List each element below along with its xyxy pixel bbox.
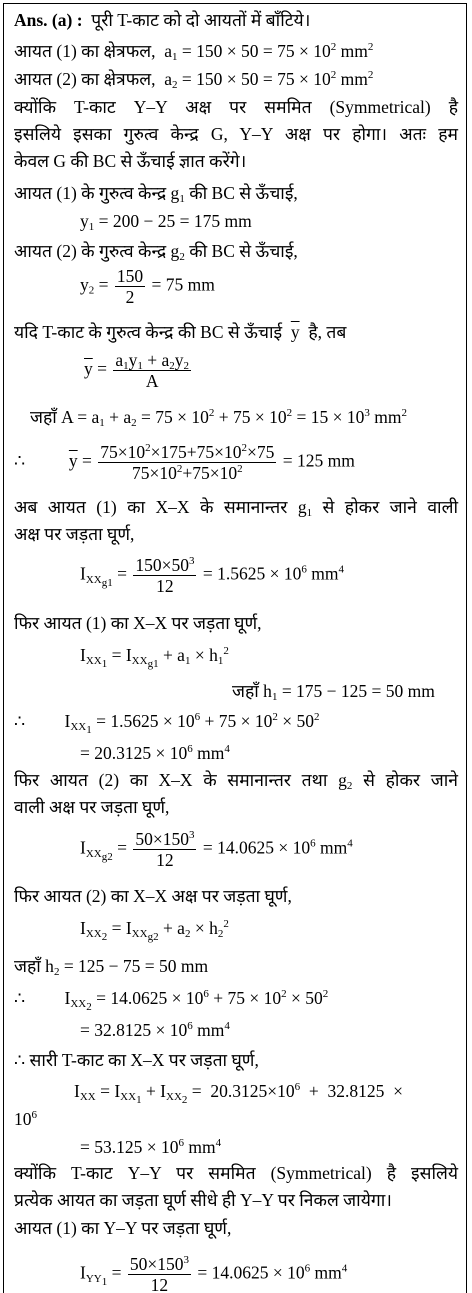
yy-symmetry-text-line-1: क्योंकि T-काट Y–Y पर सममित (Symmetrical) है इसलिये [14,1163,458,1183]
iyy1-equation: $I_{YY_1}$ = $\frac{50\times 150^3}{12}$ = $14.0625 \times 10^6$ $mm^4$ [80,1254,348,1293]
total-area-equation: जहाँ $A = a_1 + a_2 = 75 \times 10^2 + 75 \times 10^2 = 15 \times 10^3$ $mm^2$ [30,407,407,429]
centroid-1-text: आयत (1) के गुरुत्व केन्द्र $g_1$ की BC से ऊँचाई, [14,183,298,205]
ybar-definition-text: यदि T-काट के गुरुत्व केन्द्र की BC से ऊँचाई $\overline{y}$ है, तब [14,322,347,342]
centroid-2-text: आयत (2) के गुरुत्व केन्द्र $g_2$ की BC से ऊँचाई, [14,241,298,263]
area-rect-1: आयत (1) का क्षेत्रफल, $a_1 = 150 \times 50 = 75 \times 10^2$ $mm^2$ [14,41,374,63]
ixx-total-continued: $10^6$ [14,1109,37,1129]
moi-g1-text-line-1: अब आयत (1) का X–X के समानान्तर $g_1$ से होकर जाने वाली [14,497,458,519]
ixx-g2-equation: $I_{XX_{g2}}$ = $\frac{50\times 150^3}{12}$ = $14.0625 \times 10^6$ $mm^4$ [80,829,353,870]
symmetry-text-line-2: इसलिये इसका गुरुत्व केन्द्र G, Y–Y अक्ष पर होगा। अतः हम [14,124,458,144]
h2-equation: जहाँ $h_2 = 125 - 75 = 50$ mm [14,956,209,978]
moi-rect1-text: फिर आयत (1) का X–X पर जड़ता घूर्ण, [14,613,262,633]
ybar-formula: $\overline{y}$ = $\frac{a_1y_1 + a_2y_2}{A}$ [84,350,190,391]
ixx1-substitution: ∴ $I_{XX_1} = 1.5625 \times 10^6 + 75 \times 10^2 \times 50^2$ [14,711,320,736]
yy-symmetry-text-line-2: प्रत्येक आयत का जड़ता घूर्ण सीधे ही Y–Y पर निकल जायेगा। [14,1190,392,1210]
ybar-computation: ∴ $\overline{y}$ = $\frac{75\times 10^2\times 175+75\times 10^2\times 75}{75\times 10^2+75\times 10^2}$ = 125 mm [14,442,355,483]
ixx-total-equation: $I_{XX} = I_{XX_1} + I_{XX_2} = 20.3125\times 10^6 + 32.8125$ × [74,1081,404,1106]
ixx-total-result: = $53.125 \times 10^6$ $mm^4$ [80,1137,222,1157]
answer-heading: Ans. (a) : पूरी T-काट को दो आयतों में बाँटिये। [14,10,311,30]
total-moi-text: ∴ सारी T-काट का X–X पर जड़ता घूर्ण, [14,1050,259,1070]
ixx-g1-equation: $I_{XX_{g1}}$ = $\frac{150\times 50^3}{12}$ = $1.5625 \times 10^6$ $mm^4$ [80,555,344,596]
moi-rect2-text: फिर आयत (2) का X–X अक्ष पर जड़ता घूर्ण, [14,886,292,906]
moi-g1-text-line-2: अक्ष पर जड़ता घूर्ण, [14,524,135,544]
iyy1-text: आयत (1) का Y–Y पर जड़ता घूर्ण, [14,1218,232,1238]
ixx1-result: = $20.3125 \times 10^6$ $mm^4$ [80,743,230,763]
area-rect-2: आयत (2) का क्षेत्रफल, $a_2 = 150 \times 50 = 75 \times 10^2$ $mm^2$ [14,69,374,91]
ixx2-result: = $32.8125 \times 10^6$ $mm^4$ [80,1020,230,1040]
moi-g2-text-line-1: फिर आयत (2) का X–X के समानान्तर तथा $g_2$ से होकर जाने [14,770,458,792]
ixx2-parallel-axis: $I_{XX_2} = I_{XX_{g2}} + a_2 \times h_2^2$ [80,918,229,943]
y2-equation: $y_2$ = $\frac{150}{2}$ = 75 mm [80,266,215,307]
symmetry-text-line-1: क्योंकि T-काट Y–Y अक्ष पर सममित (Symmetrical) है [14,97,458,117]
moi-g2-text-line-2: वाली अक्ष पर जड़ता घूर्ण, [14,797,170,817]
ixx1-parallel-axis: $I_{XX_1} = I_{XX_{g1}} + a_1 \times h_1^2$ [80,645,229,670]
y1-equation: $y_1 = 200 - 25 = 175$ mm [80,211,252,233]
ixx2-substitution: ∴ $I_{XX_2} = 14.0625 \times 10^6 + 75 \times 10^2 \times 50^2$ [14,988,329,1013]
answer-box [3,3,467,1293]
symmetry-text-line-3: केवल G की BC से ऊँचाई ज्ञात करेंगे। [14,151,247,171]
h1-equation: जहाँ $h_1 = 175 - 125 = 50$ mm [232,681,435,703]
